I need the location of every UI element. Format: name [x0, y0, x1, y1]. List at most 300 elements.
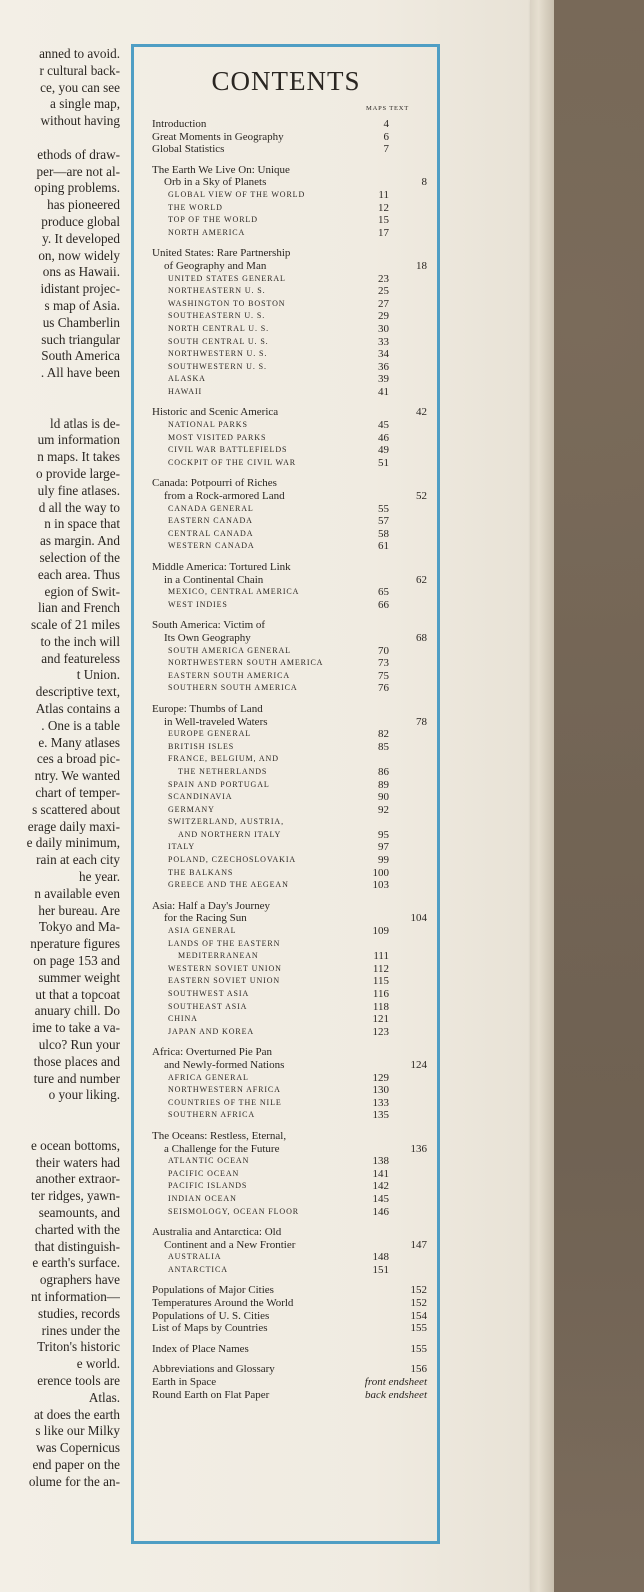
- text-line: e. Many atlases: [38, 734, 120, 750]
- text-line: e daily minimum,: [26, 835, 120, 851]
- entry-title: CENTRAL CANADA: [168, 528, 254, 538]
- entry-title: Introduction: [152, 118, 207, 130]
- page-number: 133: [372, 1096, 389, 1109]
- entry-title: EASTERN SOUTH AMERICA: [168, 670, 291, 680]
- text-line: n maps. It takes: [37, 449, 120, 465]
- map-entry: [152, 963, 427, 976]
- entry-title: HAWAII: [168, 386, 203, 396]
- page-number: 138: [372, 1155, 389, 1168]
- text-line: n available even: [34, 885, 120, 901]
- entry-title: COCKPIT OF THE CIVIL WAR: [168, 457, 296, 467]
- text-line: descriptive text,: [35, 684, 120, 700]
- entry-title: from a Rock-armored Land: [164, 490, 285, 503]
- section-entry: [152, 406, 427, 419]
- contents-section: [152, 1130, 427, 1218]
- page-number: 118: [372, 1000, 389, 1013]
- text-line: ons as Hawaii.: [42, 264, 120, 280]
- entry-title: NATIONAL PARKS: [168, 420, 248, 430]
- entry-title: in a Continental Chain: [164, 573, 264, 586]
- text-line: and featureless: [41, 650, 120, 666]
- map-entry: [152, 682, 427, 695]
- page-number: 4: [383, 118, 389, 130]
- entry-title: MOST VISITED PARKS: [168, 432, 267, 442]
- page-number: 97: [378, 841, 389, 854]
- map-entry: [152, 988, 427, 1001]
- page-number: 8: [421, 176, 427, 189]
- entry-title: Middle America: Tortured Link: [152, 561, 291, 573]
- page-number: 129: [372, 1071, 389, 1084]
- entry-title: Populations of U. S. Cities: [152, 1309, 270, 1322]
- map-entry: [152, 854, 427, 867]
- page-number: 86: [378, 765, 389, 778]
- entry-title: The Oceans: Restless, Eternal,: [152, 1129, 287, 1142]
- text-line: has pioneered: [47, 197, 120, 213]
- entry-title: BRITISH ISLES: [168, 741, 235, 751]
- text-line: another extraor-: [35, 1171, 120, 1187]
- page-number: 135: [372, 1109, 389, 1122]
- page-number: 61: [378, 540, 389, 553]
- section-entry: [152, 1143, 427, 1156]
- background-surface: [554, 0, 644, 1592]
- contents-section: [152, 1343, 427, 1356]
- section-entry: [152, 1130, 427, 1143]
- entry-title: SOUTH CENTRAL U. S.: [168, 336, 269, 346]
- section-entry: [152, 574, 427, 587]
- entry-title: The Earth We Live On: Unique: [152, 163, 290, 176]
- section-entry: [152, 1343, 427, 1356]
- page-number: 82: [378, 728, 389, 741]
- text-line: erence tools are: [37, 1372, 120, 1388]
- map-entry: [152, 457, 427, 470]
- entry-title: THE WORLD: [168, 202, 223, 212]
- map-entry: [152, 841, 427, 854]
- entry-title: NORTHEASTERN U. S.: [168, 286, 266, 296]
- page-title: CONTENTS: [211, 66, 361, 96]
- section-entry: [152, 164, 427, 177]
- page-number: 33: [378, 335, 389, 348]
- entry-title: FRANCE, BELGIUM, AND: [168, 754, 279, 764]
- entry-title: AFRICA GENERAL: [168, 1072, 249, 1082]
- text-line: seamounts, and: [38, 1204, 120, 1220]
- entry-title: SOUTHERN SOUTH AMERICA: [168, 683, 298, 693]
- entry-title: Continent and a New Frontier: [164, 1238, 296, 1251]
- page-number: 12: [378, 201, 389, 214]
- page-number: 100: [372, 866, 389, 879]
- map-entry: [152, 1072, 427, 1085]
- map-entry: [152, 336, 427, 349]
- entry-title: NORTH AMERICA: [168, 227, 246, 237]
- map-entry: [152, 1013, 427, 1026]
- section-entry: [152, 1389, 427, 1402]
- page-number: 76: [378, 682, 389, 695]
- entry-title: SOUTHWEST ASIA: [168, 989, 250, 998]
- entry-title: Asia: Half a Day's Journey: [152, 899, 271, 912]
- page-number: 148: [372, 1251, 389, 1264]
- entry-title: Earth in Space: [152, 1376, 217, 1389]
- text-line: oping problems.: [34, 180, 120, 196]
- page-number: 15: [378, 214, 389, 227]
- page-number: 152: [410, 1284, 427, 1297]
- entry-title: SOUTH AMERICA GENERAL: [168, 645, 291, 655]
- section-entry: [152, 619, 427, 632]
- page-number: 6: [383, 130, 389, 143]
- map-entry: [152, 348, 427, 361]
- text-line: he year.: [78, 869, 120, 885]
- entry-title: Global Statistics: [152, 143, 225, 156]
- page-number: 146: [372, 1205, 389, 1218]
- entry-title: SOUTHWESTERN U. S.: [168, 361, 267, 371]
- page-number: 85: [378, 740, 389, 753]
- map-entry: [152, 829, 427, 842]
- page-number: 78: [416, 715, 427, 728]
- entry-title: ITALY: [168, 842, 196, 852]
- entry-title: CANADA GENERAL: [168, 503, 254, 513]
- page-number: 68: [416, 631, 427, 644]
- page-number: 11: [378, 188, 389, 201]
- text-line: was Copernicus: [36, 1440, 120, 1456]
- entry-title: CIVIL WAR BATTLEFIELDS: [168, 445, 288, 455]
- entry-title: AND NORTHERN ITALY: [178, 829, 282, 839]
- map-entry: [152, 1206, 427, 1219]
- entry-title: WASHINGTON TO BOSTON: [168, 298, 286, 308]
- section-entry: [152, 118, 427, 131]
- entry-title: ALASKA: [168, 374, 206, 384]
- endsheet-reference: back endsheet: [365, 1388, 427, 1401]
- entry-title: SOUTHERN AFRICA: [168, 1110, 256, 1120]
- entry-title: Populations of Major Cities: [152, 1284, 274, 1297]
- section-entry: [152, 1059, 427, 1072]
- page-number: 23: [378, 272, 389, 285]
- map-entry: [152, 1109, 427, 1122]
- map-entry: [152, 867, 427, 880]
- text-line: summer weight: [38, 969, 120, 985]
- text-line: ographers have: [39, 1272, 120, 1288]
- page-number: 116: [372, 988, 389, 1000]
- entry-title: WESTERN CANADA: [168, 541, 255, 551]
- text-line: each area. Thus: [37, 566, 120, 582]
- page-number: 30: [378, 322, 389, 335]
- text-line: those places and: [33, 1053, 120, 1069]
- map-entry: [152, 298, 427, 311]
- section-entry: [152, 1297, 427, 1310]
- page-number: 154: [410, 1309, 427, 1322]
- text-line: . All have been: [40, 365, 120, 381]
- map-entry: [152, 432, 427, 445]
- page-number: 99: [378, 854, 389, 867]
- page-number: 147: [410, 1238, 427, 1251]
- section-entry: [152, 1046, 427, 1059]
- text-line: anuary chill. Do: [34, 1003, 120, 1019]
- entry-title: List of Maps by Countries: [152, 1322, 268, 1335]
- map-entry: [152, 645, 427, 658]
- page-edge: [530, 0, 554, 1592]
- entry-title: NORTH CENTRAL U. S.: [168, 323, 269, 333]
- text-line: erage daily maxi-: [27, 818, 120, 834]
- text-line: ld atlas is de-: [50, 415, 120, 431]
- entry-title: MEXICO, CENTRAL AMERICA: [168, 587, 300, 597]
- entry-title: SOUTHEAST ASIA: [168, 1001, 248, 1011]
- text-line: their waters had: [35, 1154, 120, 1170]
- page-number: 17: [378, 226, 389, 239]
- map-entry: [152, 361, 427, 374]
- text-line: on, now widely: [38, 247, 120, 263]
- entry-title: LANDS OF THE EASTERN: [168, 938, 281, 948]
- section-entry: [152, 1239, 427, 1252]
- page-number: 62: [416, 573, 427, 586]
- page-number: 104: [410, 912, 427, 925]
- map-entry: [152, 1180, 427, 1193]
- page-number: 49: [378, 444, 389, 457]
- entry-title: in Well-traveled Waters: [164, 715, 268, 728]
- section-entry: [152, 716, 427, 729]
- text-line: s map of Asia.: [44, 297, 120, 313]
- entry-title: ATLANTIC OCEAN: [168, 1156, 250, 1166]
- text-line: y. It developed: [42, 230, 120, 246]
- map-entry: [152, 670, 427, 683]
- table-of-contents: [152, 118, 427, 1409]
- entry-title: Great Moments in Geography: [152, 130, 284, 143]
- text-line: such triangular: [41, 331, 120, 347]
- text-line: ter ridges, yawn-: [31, 1188, 120, 1204]
- map-entry: [152, 1001, 427, 1014]
- text-line: Atlas.: [88, 1389, 120, 1405]
- text-line: without having: [40, 113, 120, 129]
- map-entry: [152, 310, 427, 323]
- text-line: Tokyo and Ma-: [38, 919, 120, 935]
- page-number: 41: [378, 385, 389, 398]
- section-entry: [152, 900, 427, 913]
- entry-title: Orb in a Sky of Planets: [164, 176, 267, 189]
- entry-title: SCANDINAVIA: [168, 792, 233, 802]
- section-entry: [152, 1376, 427, 1389]
- map-entry: [152, 1026, 427, 1039]
- map-entry: [152, 1097, 427, 1110]
- page-number: 65: [378, 586, 389, 599]
- map-entry: [152, 540, 427, 553]
- text-line: ntry. We wanted: [34, 768, 120, 784]
- entry-title: Its Own Geography: [164, 631, 251, 644]
- text-line: charted with the: [35, 1221, 120, 1237]
- page-number: 46: [378, 431, 389, 444]
- map-entry: [152, 1251, 427, 1264]
- section-entry: [152, 490, 427, 503]
- entry-title: POLAND, CZECHOSLOVAKIA: [168, 855, 297, 865]
- section-entry: [152, 1322, 427, 1335]
- entry-title: SEISMOLOGY, OCEAN FLOOR: [168, 1206, 300, 1216]
- entry-title: of Geography and Man: [164, 259, 267, 272]
- section-entry: [152, 176, 427, 189]
- section-entry: [152, 561, 427, 574]
- map-entry: [152, 214, 427, 227]
- map-entry: [152, 728, 427, 741]
- page-number: 145: [372, 1192, 389, 1205]
- contents-section: [152, 406, 427, 469]
- entry-title: GLOBAL VIEW OF THE WORLD: [168, 189, 306, 199]
- text-line: as margin. And: [40, 533, 120, 549]
- section-entry: [152, 703, 427, 716]
- page-number: 70: [378, 644, 389, 657]
- page-number: 39: [378, 373, 389, 386]
- page-number: 7: [383, 143, 389, 156]
- text-line: lian and French: [37, 600, 120, 616]
- contents-section: [152, 900, 427, 1039]
- entry-title: United States: Rare Partnership: [152, 247, 291, 260]
- entry-title: NORTHWESTERN AFRICA: [168, 1085, 281, 1095]
- text-line: e ocean bottoms,: [31, 1137, 120, 1153]
- map-entry: [152, 586, 427, 599]
- page-number: 109: [372, 925, 389, 938]
- paragraph-gap: [0, 130, 120, 147]
- entry-title: SOUTHEASTERN U. S.: [168, 311, 266, 321]
- contents-section: [152, 1284, 427, 1334]
- entry-title: PACIFIC OCEAN: [168, 1168, 240, 1178]
- map-entry: [152, 950, 427, 963]
- text-line: Atlas contains a: [35, 701, 120, 717]
- map-entry: [152, 503, 427, 516]
- entry-title: JAPAN AND KOREA: [168, 1026, 255, 1036]
- page-number: 112: [372, 962, 389, 975]
- map-entry: [152, 816, 427, 829]
- text-line: to the inch will: [40, 633, 120, 649]
- text-line: ulco? Run your: [38, 1037, 120, 1053]
- entry-title: UNITED STATES GENERAL: [168, 273, 286, 283]
- entry-title: SWITZERLAND, AUSTRIA,: [168, 817, 285, 827]
- text-line: selection of the: [39, 549, 120, 565]
- entry-title: Round Earth on Flat Paper: [152, 1388, 270, 1401]
- contents-section: [152, 118, 427, 156]
- contents-section: [152, 1363, 427, 1401]
- map-entry: [152, 386, 427, 399]
- text-line: that distinguish-: [34, 1238, 120, 1254]
- entry-title: EASTERN CANADA: [168, 516, 253, 526]
- map-entry: [152, 657, 427, 670]
- page-number: 42: [416, 406, 427, 419]
- page-number: 73: [378, 657, 389, 670]
- page-number: 34: [378, 348, 389, 361]
- text-line: ut that a topcoat: [35, 986, 120, 1002]
- text-line: o provide large-: [36, 465, 120, 481]
- section-entry: [152, 1310, 427, 1323]
- text-line: egion of Swit-: [44, 583, 120, 599]
- page-number: 103: [372, 879, 389, 892]
- text-line: . One is a table: [41, 717, 120, 733]
- entry-title: TOP OF THE WORLD: [168, 215, 258, 225]
- text-line: ethods of draw-: [37, 146, 120, 162]
- section-entry: [152, 1284, 427, 1297]
- column-headings: MAPS TEXT: [366, 105, 410, 112]
- text-line: idistant projec-: [40, 281, 120, 297]
- entry-title: Historic and Scenic America: [152, 406, 279, 419]
- text-line: e world.: [76, 1356, 120, 1372]
- section-entry: [152, 1226, 427, 1239]
- page-number: 124: [410, 1058, 427, 1071]
- text-line: on page 153 and: [33, 953, 120, 969]
- endsheet-reference: front endsheet: [364, 1376, 427, 1389]
- entry-title: Canada: Potpourri of Riches: [152, 477, 277, 490]
- text-line: s like our Milky: [35, 1423, 120, 1439]
- entry-title: EASTERN SOVIET UNION: [168, 976, 281, 986]
- page-number: 89: [378, 778, 389, 791]
- page-number: 92: [378, 803, 389, 816]
- text-line: r cultural back-: [39, 62, 120, 78]
- map-entry: [152, 1168, 427, 1181]
- text-line: uly fine atlases.: [37, 482, 120, 498]
- map-entry: [152, 791, 427, 804]
- entry-title: NORTHWESTERN SOUTH AMERICA: [168, 658, 324, 668]
- page-number: 142: [372, 1180, 389, 1193]
- contents-section: [152, 247, 427, 398]
- text-line: ce, you can see: [40, 79, 120, 95]
- paragraph-gap: [0, 1104, 120, 1121]
- entry-title: GREECE AND THE AEGEAN: [168, 880, 289, 890]
- text-line: um information: [37, 432, 120, 448]
- entry-title: ANTARCTICA: [168, 1264, 228, 1274]
- page-number: 75: [378, 669, 389, 682]
- entry-title: CHINA: [168, 1014, 198, 1024]
- page-number: 29: [378, 310, 389, 323]
- paragraph-gap: [0, 399, 120, 416]
- page-number: 155: [410, 1342, 427, 1355]
- page-number: 151: [372, 1263, 389, 1276]
- text-line: n in space that: [44, 516, 120, 532]
- map-entry: [152, 202, 427, 215]
- page-number: 51: [378, 456, 389, 469]
- page-number: 155: [410, 1322, 427, 1335]
- page-number: 25: [378, 285, 389, 298]
- contents-section: [152, 1226, 427, 1276]
- map-entry: [152, 1084, 427, 1097]
- paragraph-gap: [0, 1121, 120, 1138]
- page-number: 152: [410, 1297, 427, 1310]
- page-number: 121: [372, 1013, 389, 1026]
- page-number: 36: [378, 360, 389, 373]
- text-line: d all the way to: [38, 499, 120, 515]
- text-line: South America: [41, 348, 120, 364]
- page-number: 52: [416, 490, 427, 503]
- page-number: 18: [416, 259, 427, 272]
- adjacent-text-column: [0, 46, 120, 1491]
- page-number: 58: [378, 527, 389, 540]
- text-line: a single map,: [50, 96, 120, 112]
- text-line: at does the earth: [33, 1406, 120, 1422]
- text-line: o your liking.: [48, 1087, 120, 1103]
- map-entry: [152, 779, 427, 792]
- text-line: end paper on the: [32, 1456, 120, 1472]
- entry-title: WEST INDIES: [168, 599, 228, 609]
- page-number: 66: [378, 598, 389, 611]
- map-entry: [152, 753, 427, 766]
- text-line: Triton's historic: [37, 1339, 120, 1355]
- map-entry: [152, 766, 427, 779]
- entry-title: Europe: Thumbs of Land: [152, 702, 263, 715]
- map-entry: [152, 444, 427, 457]
- map-entry: [152, 1193, 427, 1206]
- map-entry: [152, 741, 427, 754]
- entry-title: and Newly-formed Nations: [164, 1058, 285, 1071]
- entry-title: Index of Place Names: [152, 1342, 249, 1355]
- map-entry: [152, 1264, 427, 1277]
- page-number: 123: [372, 1025, 389, 1038]
- entry-title: Abbreviations and Glossary: [152, 1363, 275, 1376]
- section-entry: [152, 143, 427, 156]
- text-line: s scattered about: [32, 801, 120, 817]
- contents-section: [152, 164, 427, 240]
- entry-title: Australia and Antarctica: Old: [152, 1226, 282, 1239]
- text-line: scale of 21 miles: [31, 617, 120, 633]
- entry-title: SPAIN AND PORTUGAL: [168, 779, 270, 789]
- text-line: ture and number: [33, 1070, 120, 1086]
- entry-title: GERMANY: [168, 804, 215, 814]
